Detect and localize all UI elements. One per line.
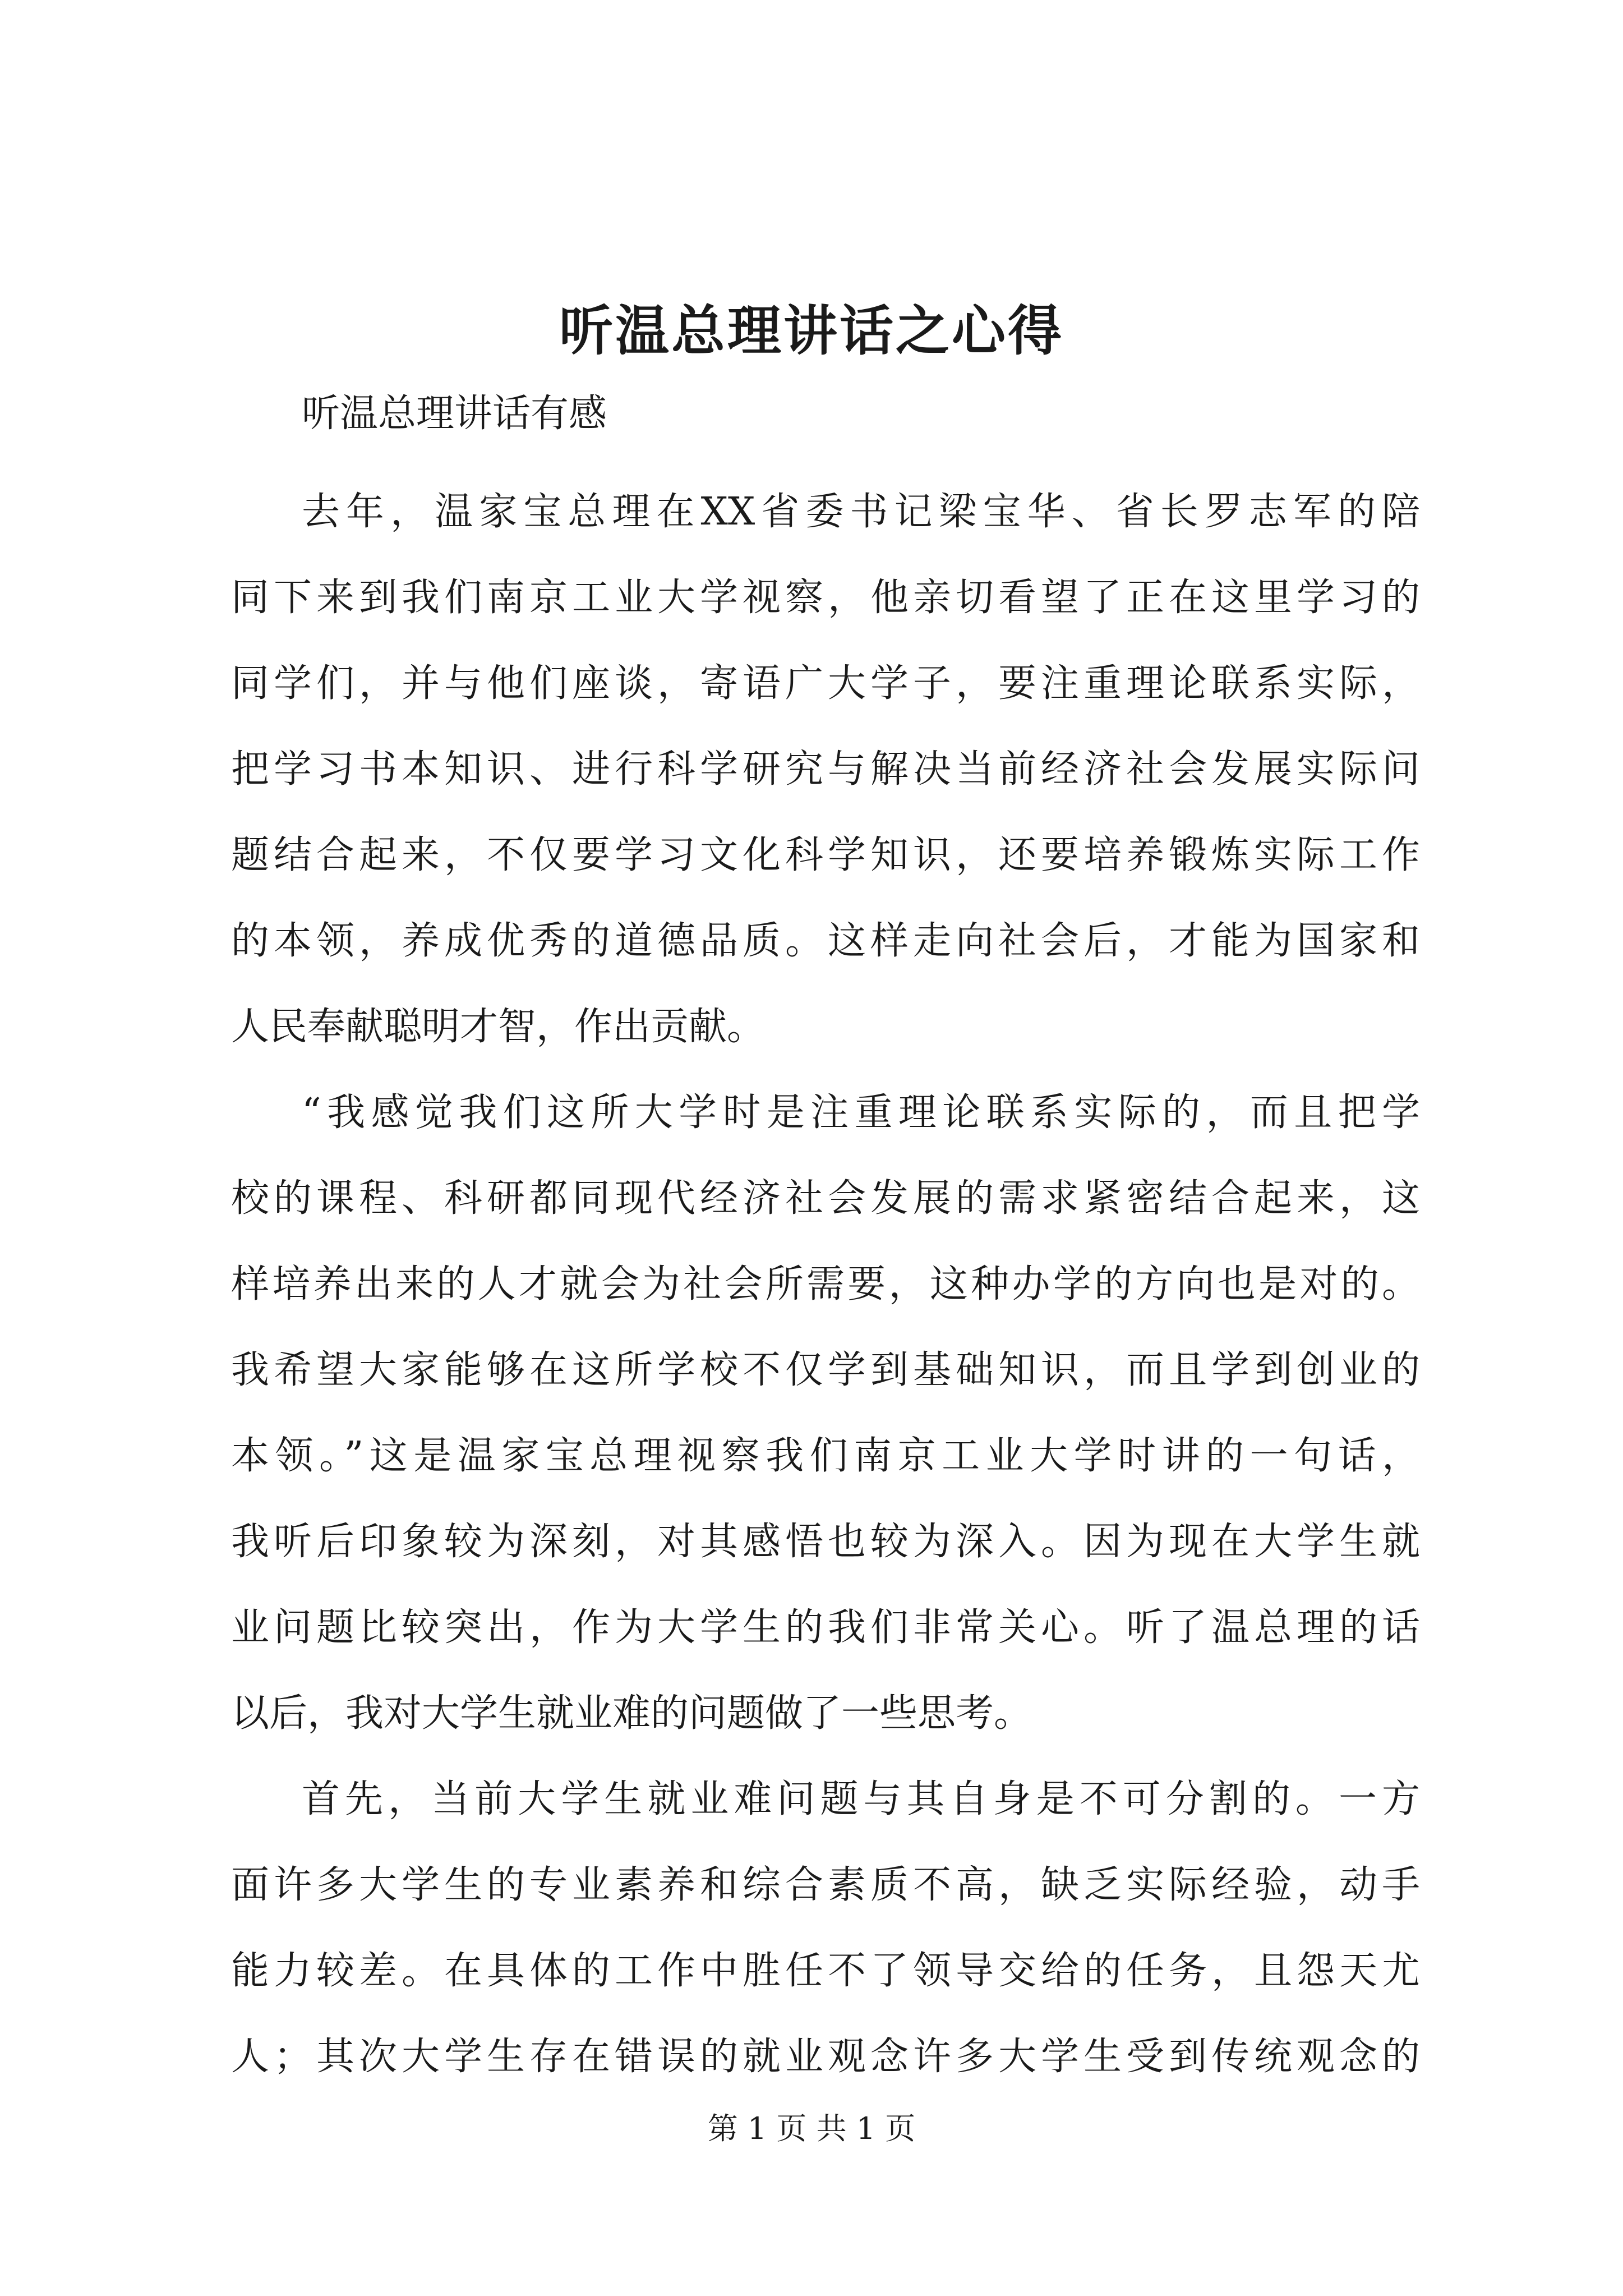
paragraph-line: 人民奉献聪明才智，作出贡献。 xyxy=(231,1005,766,1049)
document-title: 听温总理讲话之心得 xyxy=(559,299,1064,362)
page-footer: 第 1 页 共 1 页 xyxy=(707,2111,916,2146)
paragraph-line: 能力较差。在具体的工作中胜任不了领导交给的任务，且怨天尤 xyxy=(231,1949,1420,1993)
paragraph-line: 我听后印象较为深刻，对其感悟也较为深入。因为现在大学生就 xyxy=(231,1520,1420,1564)
paragraph-line: 首先，当前大学生就业难问题与其自身是不可分割的。一方 xyxy=(302,1777,1420,1821)
paragraph-line: 业问题比较突出，作为大学生的我们非常关心。听了温总理的话 xyxy=(231,1605,1420,1650)
paragraph-line: 同下来到我们南京工业大学视察，他亲切看望了正在这里学习的 xyxy=(231,576,1420,620)
paragraph-line: 的本领，养成优秀的道德品质。这样走向社会后，才能为国家和 xyxy=(231,919,1420,963)
paragraph-line: 人；其次大学生存在错误的就业观念许多大学生受到传统观念的 xyxy=(231,2035,1420,2079)
paragraph-line: 同学们，并与他们座谈，寄语广大学子，要注重理论联系实际， xyxy=(231,661,1420,706)
paragraph-line: 把学习书本知识、进行科学研究与解决当前经济社会发展实际问 xyxy=(231,747,1420,792)
paragraph-line: 去年，温家宝总理在XX省委书记梁宝华、省长罗志军的陪 xyxy=(302,490,1420,534)
document-subtitle: 听温总理讲话有感 xyxy=(302,392,607,436)
paragraph-line: 题结合起来，不仅要学习文化科学知识，还要培养锻炼实际工作 xyxy=(231,833,1420,877)
paragraph-line: 我希望大家能够在这所学校不仅学到基础知识，而且学到创业的 xyxy=(231,1348,1420,1392)
paragraph-line: 校的课程、科研都同现代经济社会发展的需求紧密结合起来，这 xyxy=(231,1176,1420,1221)
paragraph-line: 样培养出来的人才就会为社会所需要，这种办学的方向也是对的。 xyxy=(231,1262,1420,1306)
body-text xyxy=(231,469,1420,2100)
paragraph-line: 面许多大学生的专业素养和综合素质不高，缺乏实际经验，动手 xyxy=(231,1863,1420,1907)
paragraph-line: “我感觉我们这所大学时是注重理论联系实际的，而且把学 xyxy=(302,1091,1420,1135)
paragraph-line: 本领。”这是温家宝总理视察我们南京工业大学时讲的一句话， xyxy=(231,1434,1420,1478)
paragraph-line: 以后，我对大学生就业难的问题做了一些思考。 xyxy=(231,1691,1032,1736)
